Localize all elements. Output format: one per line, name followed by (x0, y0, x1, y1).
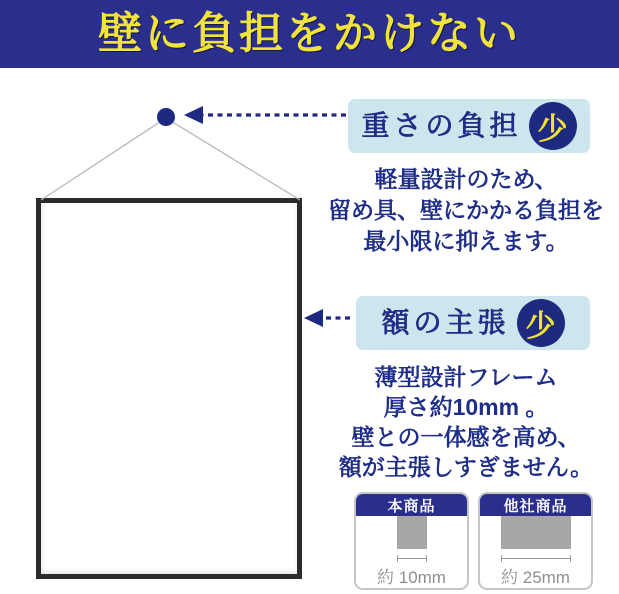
measure-line-this-product-icon (397, 555, 427, 562)
picture-frame (36, 198, 302, 579)
compare-box-this-product (354, 492, 469, 590)
hanging-wire-left (41, 118, 166, 200)
callout-weight-line-2: 留め具、壁にかかる負担を (328, 197, 604, 223)
hanging-wire-right (166, 118, 300, 200)
measure-label-this-product: 約 10mm (377, 568, 446, 587)
measure-label-other-product: 約 25mm (501, 568, 570, 587)
callout-weight-description (320, 164, 612, 257)
thickness-comparison (354, 492, 593, 590)
callout-weight-line-1: 軽量設計のため、 (374, 166, 558, 192)
callout-badge-weight (348, 99, 590, 153)
dashed-arrow-head-frame-icon (304, 309, 323, 327)
callout-badge-frame-mark: 少 (517, 299, 565, 347)
banner (0, 0, 619, 68)
compare-box-this-product-header: 本商品 (356, 494, 467, 516)
compare-box-other-product (478, 492, 593, 590)
callout-frame-line-4: 額が主張しすぎません。 (338, 454, 594, 480)
measure-line-other-product-icon (501, 555, 571, 562)
callout-frame-line-3: 壁との一体感を高め、 (351, 424, 581, 450)
dashed-arrow-head-weight-icon (184, 106, 203, 124)
callout-badge-weight-mark: 少 (529, 102, 577, 150)
callout-weight-line-3: 最小限に抑えます。 (363, 228, 569, 254)
callout-badge-weight-label: 重さの負担 (361, 110, 522, 141)
wall-hook-dot-icon (157, 108, 175, 126)
callout-frame-line-2: 厚さ約10mm 。 (383, 394, 549, 420)
compare-box-other-product-header: 他社商品 (480, 494, 591, 516)
compare-bar-other-product (501, 516, 571, 549)
callout-badge-frame (356, 296, 590, 350)
compare-bar-this-product (397, 516, 427, 549)
callout-frame-line-1: 薄型設計フレーム (374, 364, 558, 390)
banner-title: 壁に負担をかけない (98, 9, 521, 58)
callout-frame-description (320, 362, 612, 482)
callout-badge-frame-label: 額の主張 (381, 307, 510, 338)
